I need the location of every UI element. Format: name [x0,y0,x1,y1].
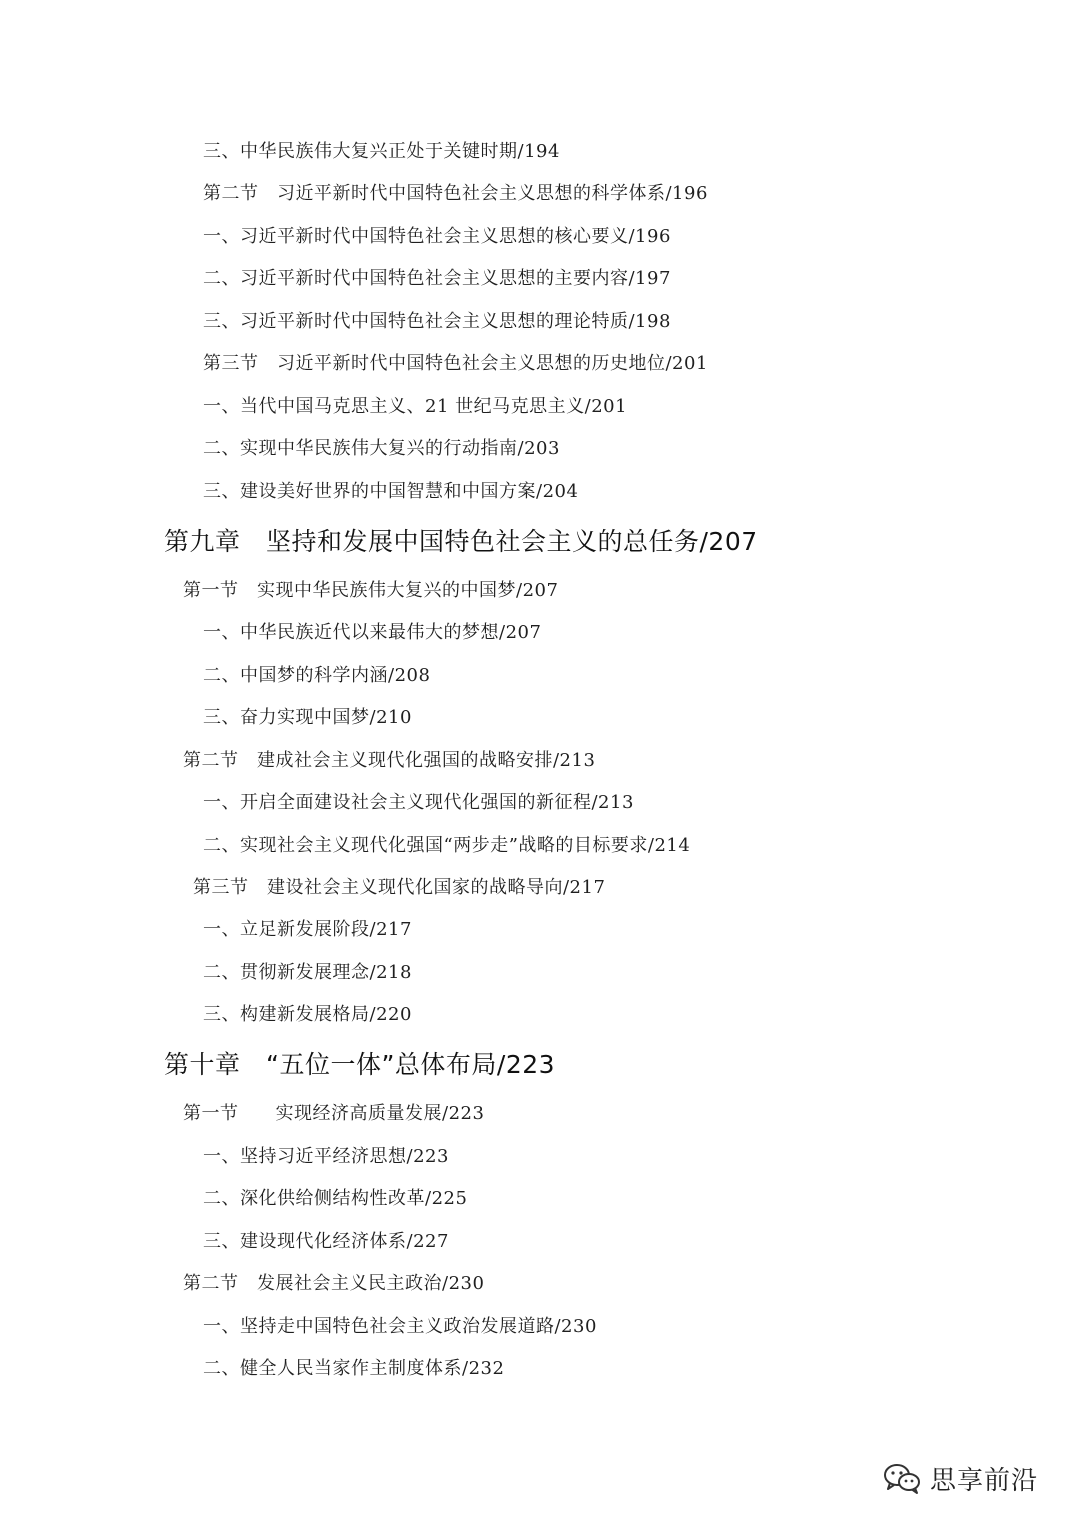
toc-item: 二、深化供给侧结构性改革/225 [203,1188,468,1209]
toc-section: 第一节 实现中华民族伟大复兴的中国梦/207 [183,580,559,601]
toc-section: 第三节 建设社会主义现代化国家的战略导向/217 [193,877,606,898]
watermark-text: 思享前沿 [930,1465,1039,1496]
toc-item: 三、建设美好世界的中国智慧和中国方案/204 [203,481,579,502]
toc-item: 二、实现中华民族伟大复兴的行动指南/203 [203,438,560,459]
toc-item: 二、习近平新时代中国特色社会主义思想的主要内容/197 [203,268,671,289]
toc-section: 第二节 发展社会主义民主政治/230 [183,1273,485,1294]
toc-item: 一、坚持习近平经济思想/223 [203,1146,449,1167]
toc-item: 一、坚持走中国特色社会主义政治发展道路/230 [203,1316,597,1337]
toc-item: 一、中华民族近代以来最伟大的梦想/207 [203,622,542,643]
toc-item: 二、健全人民当家作主制度体系/232 [203,1358,505,1379]
toc-item: 三、构建新发展格局/220 [203,1004,412,1025]
watermark [882,1458,1038,1498]
toc-item: 三、习近平新时代中国特色社会主义思想的理论特质/198 [203,311,671,332]
toc-item: 二、中国梦的科学内涵/208 [203,665,431,686]
toc-item: 二、实现社会主义现代化强国“两步走”战略的目标要求/214 [203,835,691,856]
toc-item: 一、当代中国马克思主义、21 世纪马克思主义/201 [203,396,628,417]
toc-item: 二、贯彻新发展理念/218 [203,962,412,983]
toc-chapter: 第九章 坚持和发展中国特色社会主义的总任务/207 [164,527,758,556]
toc-item: 一、习近平新时代中国特色社会主义思想的核心要义/196 [203,226,671,247]
toc-item: 三、奋力实现中国梦/210 [203,707,412,728]
toc-chapter: 第十章 “五位一体”总体布局/223 [164,1050,556,1079]
toc-item: 一、开启全面建设社会主义现代化强国的新征程/213 [203,792,634,813]
toc-item: 三、中华民族伟大复兴正处于关键时期/194 [203,141,560,162]
toc-section: 第二节 习近平新时代中国特色社会主义思想的科学体系/196 [203,183,708,204]
toc-section: 第三节 习近平新时代中国特色社会主义思想的历史地位/201 [203,353,708,374]
toc-section: 第一节 实现经济高质量发展/223 [183,1103,485,1124]
toc-item: 三、建设现代化经济体系/227 [203,1231,449,1252]
toc-section: 第二节 建成社会主义现代化强国的战略安排/213 [183,750,596,771]
toc-item: 一、立足新发展阶段/217 [203,919,412,940]
wechat-icon [882,1461,922,1495]
